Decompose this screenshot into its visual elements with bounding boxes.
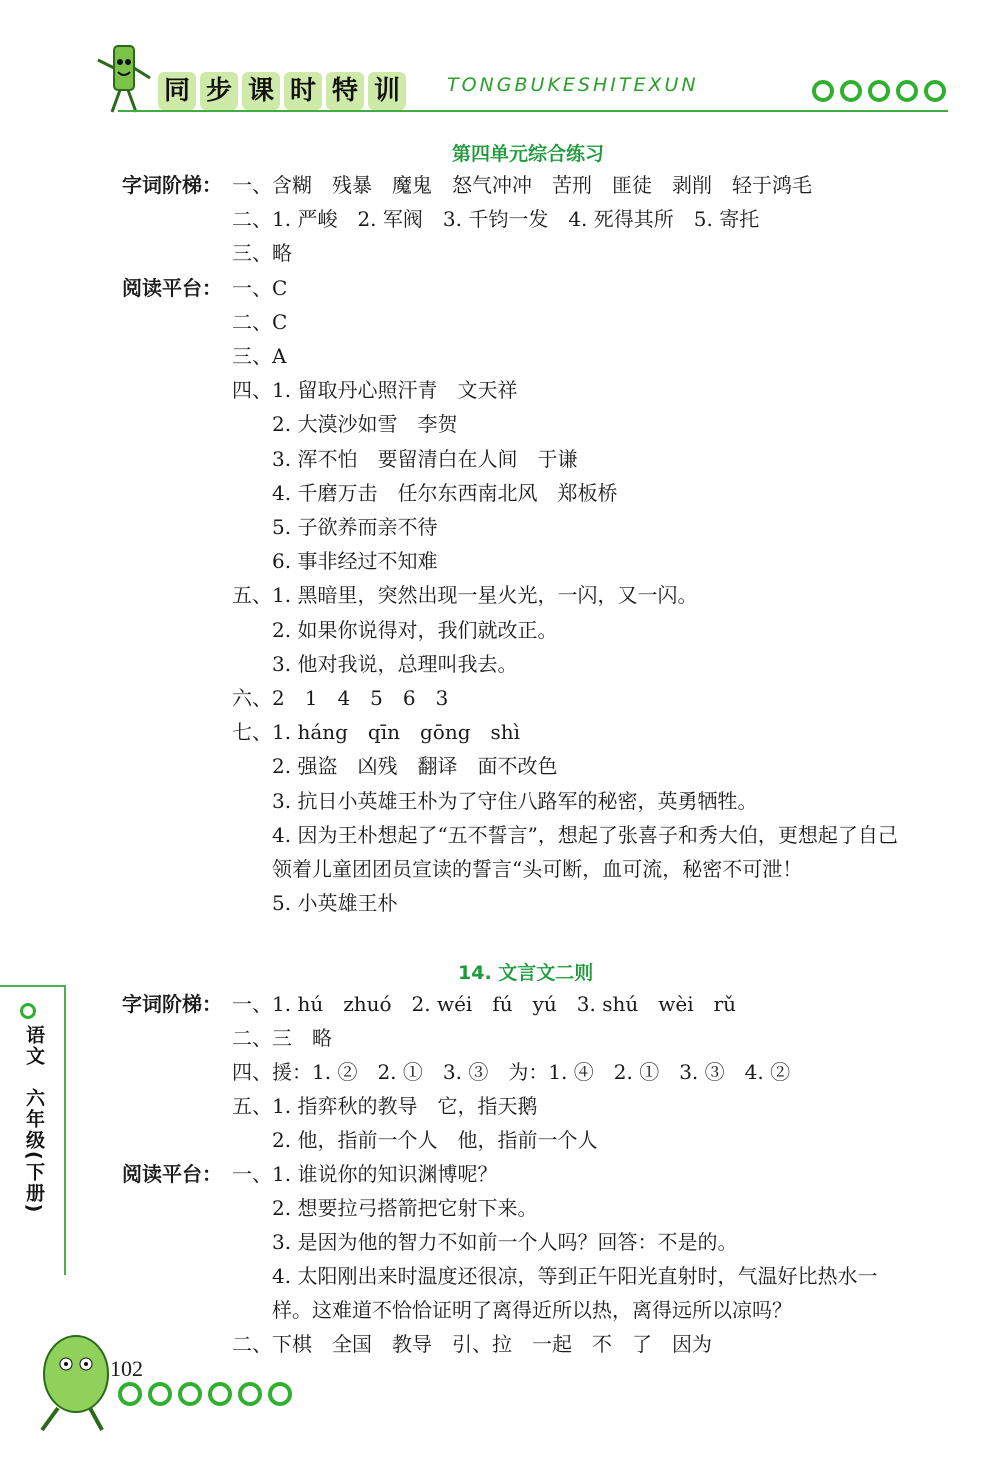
answer-line: 2. 大漠沙如雪 李贺 — [232, 412, 458, 436]
section-title: 第四单元综合练习 — [452, 143, 605, 165]
answer-line: 4. 太阳刚出来时温度还很凉，等到正午阳光直射时，气温好比热水一 — [232, 1264, 878, 1288]
answer-line: 4. 因为王朴想起了“五不誓言”，想起了张喜子和秀大伯，更想起了自己 — [232, 823, 898, 847]
answer-line: 3. 浑不怕 要留清白在人间 于谦 — [232, 447, 578, 471]
decor-circle-icon — [178, 1382, 202, 1406]
decor-circle-icon — [20, 1003, 36, 1019]
answer-line: 2. 想要拉弓搭箭把它射下来。 — [232, 1196, 538, 1220]
answer-line: 二、下棋 全国 教导 引、拉 一起 不 了 因为 — [232, 1332, 712, 1356]
answer-line: 样。这难道不恰恰证明了离得近所以热，离得远所以凉吗？ — [232, 1298, 792, 1322]
answer-line: 领着儿童团团员宣读的誓言“头可断，血可流，秘密不可泄！ — [232, 857, 803, 881]
question-type-label: 阅读平台： — [122, 276, 222, 300]
answer-line: 5. 小英雄王朴 — [232, 891, 398, 915]
page-number: 102 — [110, 1356, 143, 1381]
decor-circle-icon — [812, 80, 834, 102]
decor-circle-icon — [118, 1382, 142, 1406]
answer-line: 3. 他对我说，总理叫我去。 — [232, 652, 518, 676]
page-header — [0, 0, 1000, 130]
decor-circle-icon — [238, 1382, 262, 1406]
answer-line: 一、1. 谁说你的知识渊博呢？ — [232, 1162, 498, 1186]
answer-line: 3. 抗日小英雄王朴为了守住八路军的秘密，英勇牺牲。 — [232, 789, 758, 813]
decor-circle-icon — [268, 1382, 292, 1406]
answer-line: 一、C — [232, 276, 288, 300]
decor-circle-icon — [896, 80, 918, 102]
series-char: 同 — [158, 72, 196, 110]
side-divider — [0, 985, 66, 987]
pencil-mascot-icon — [92, 38, 164, 118]
answer-line: 一、1. hú zhuó 2. wéi fú yú 3. shú wèi rǔ — [232, 992, 737, 1016]
question-type-label: 字词阶梯： — [122, 173, 222, 197]
decor-circle-icon — [208, 1382, 232, 1406]
series-char: 步 — [200, 72, 238, 110]
question-type-label: 字词阶梯： — [122, 992, 222, 1016]
answer-line: 五、1. 指弈秋的教导 它，指天鹅 — [232, 1094, 538, 1118]
side-divider — [64, 985, 66, 1275]
decor-circle-icon — [868, 80, 890, 102]
header-divider — [118, 110, 948, 112]
answer-line: 四、援：1. ② 2. ① 3. ③ 为：1. ④ 2. ① 3. ③ 4. ② — [232, 1060, 791, 1084]
answer-line: 一、含糊 残暴 魔鬼 怒气冲冲 苦刑 匪徒 剥削 轻于鸿毛 — [232, 173, 812, 197]
answer-line: 3. 是因为他的智力不如前一个人吗？回答：不是的。 — [232, 1230, 738, 1254]
series-char: 课 — [242, 72, 280, 110]
decor-circle-icon — [840, 80, 862, 102]
decor-circle-icon — [148, 1382, 172, 1406]
question-type-label: 阅读平台： — [122, 1162, 222, 1186]
answer-line: 二、三 略 — [232, 1026, 332, 1050]
answer-line: 七、1. háng qīn gōng shì — [232, 720, 521, 744]
answer-line: 4. 千磨万击 任尔东西南北风 郑板桥 — [232, 481, 618, 505]
series-char: 特 — [326, 72, 364, 110]
answer-line: 三、A — [232, 344, 287, 368]
answer-line: 六、2 1 4 5 6 3 — [232, 686, 449, 710]
answer-line: 2. 他，指前一个人 他，指前一个人 — [232, 1128, 598, 1152]
robot-mascot-icon — [28, 1318, 118, 1438]
answer-line: 三、略 — [232, 241, 292, 265]
answer-line: 5. 子欲养而亲不待 — [232, 515, 438, 539]
answer-line: 2. 强盗 凶残 翻译 面不改色 — [232, 754, 558, 778]
decor-circle-icon — [924, 80, 946, 102]
section-title: 14. 文言文二则 — [458, 962, 594, 984]
answer-line: 二、C — [232, 310, 288, 334]
answer-line: 五、1. 黑暗里，突然出现一星火光，一闪，又一闪。 — [232, 583, 698, 607]
answer-line: 6. 事非经过不知难 — [232, 549, 438, 573]
series-char: 训 — [368, 72, 406, 110]
answer-line: 四、1. 留取丹心照汗青 文天祥 — [232, 378, 518, 402]
side-subject-label: 语文 六年级(下册) — [23, 1025, 45, 1215]
series-char: 时 — [284, 72, 322, 110]
answer-line: 二、1. 严峻 2. 军阀 3. 千钧一发 4. 死得其所 5. 寄托 — [232, 207, 760, 231]
series-latin-title: TONGBUKESHITEXUN — [447, 74, 699, 96]
answer-line: 2. 如果你说得对，我们就改正。 — [232, 618, 558, 642]
